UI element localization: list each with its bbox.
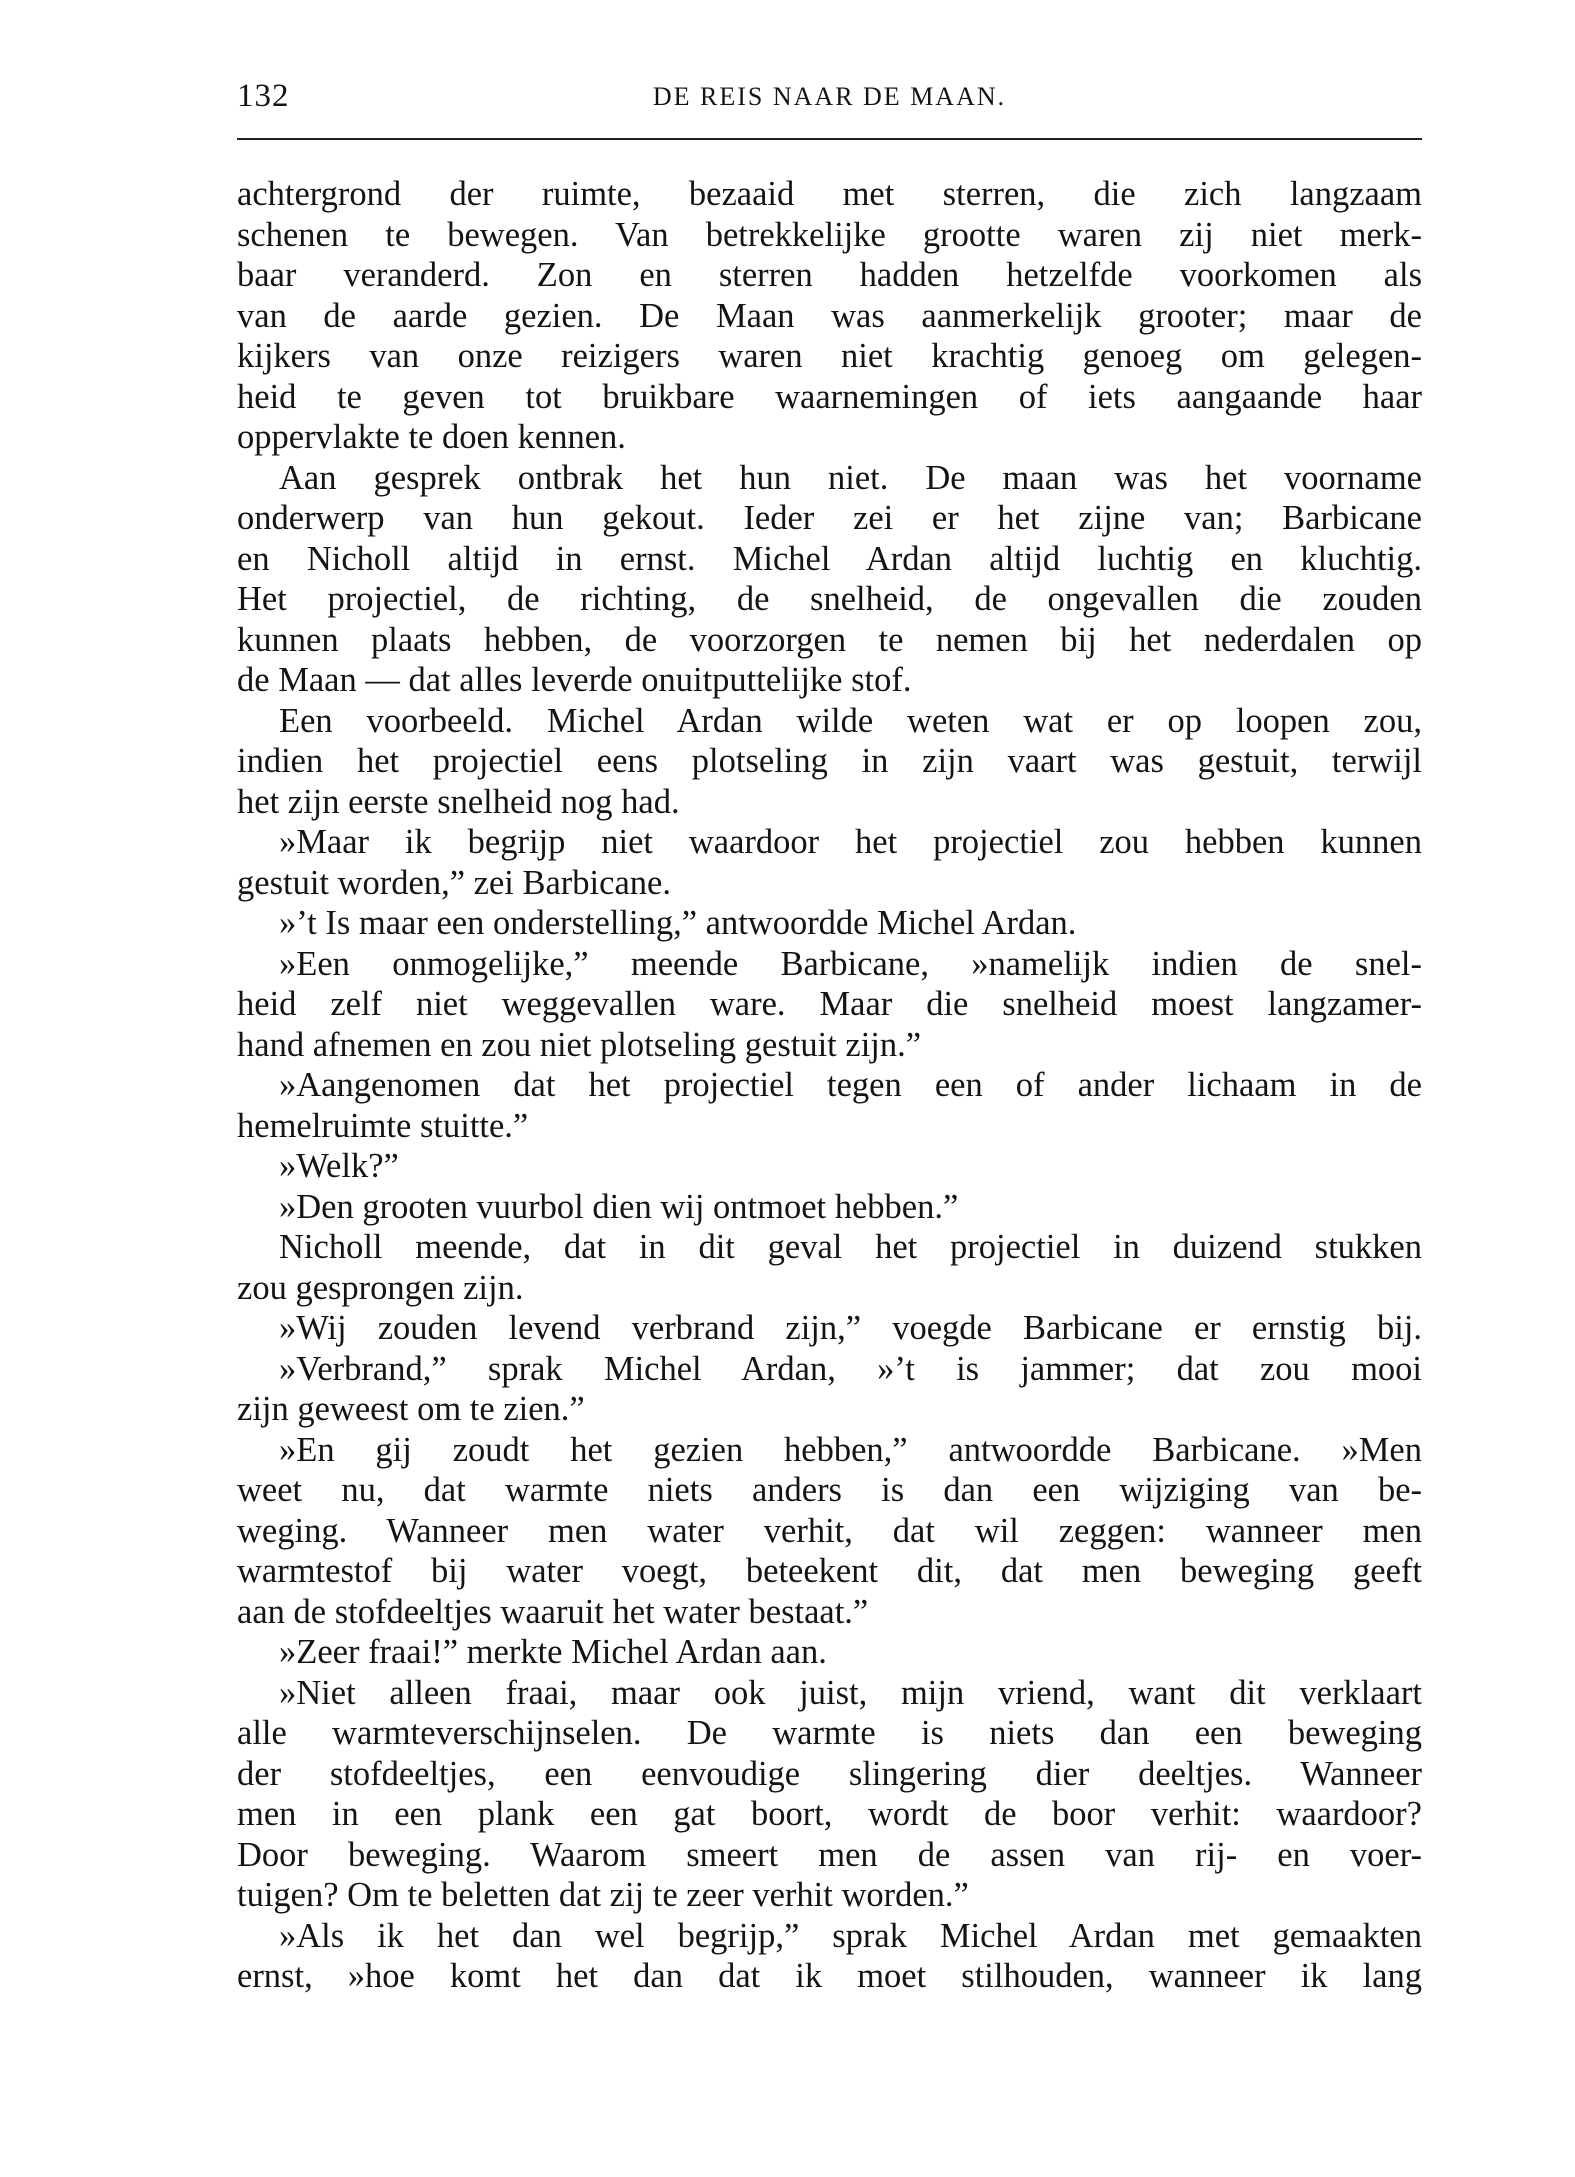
text-line: zijn geweest om te zien.”	[237, 1390, 585, 1428]
text-line: Een voorbeeld. Michel Ardan wilde weten wat er op loopen zou,	[279, 701, 1422, 740]
text-line: Nicholl meende, dat in dit geval het projectiel in duizend stukken	[279, 1228, 1422, 1266]
text-line: hemelruimte stuitte.”	[237, 1106, 529, 1145]
body-text	[237, 174, 1422, 1997]
text-line: hand afnemen en zou niet plotseling gestuit zijn.”	[237, 1025, 922, 1064]
text-line: »Als ik het dan wel begrijp,” sprak Michel Ardan met gemaakten	[279, 1916, 1422, 1955]
text-line: achtergrond der ruimte, bezaaid met sterren, die zich langzaam	[237, 175, 1422, 213]
text-line: oppervlakte te doen kennen.	[237, 418, 626, 456]
text-line: »Zeer fraai!” merkte Michel Ardan aan.	[279, 1633, 827, 1671]
running-title: DE REIS NAAR DE MAAN.	[652, 82, 1007, 111]
text-line: Door beweging. Waarom smeert men de assen van rij- en voer-	[237, 1835, 1422, 1874]
text-line: »Een onmogelijke,” meende Barbicane, »namelijk indien de snel-	[279, 944, 1422, 983]
text-line: »’t Is maar een onderstelling,” antwoordde Michel Ardan.	[279, 904, 1077, 942]
text-line: ernst, »hoe komt het dan dat ik moet stilhouden, wanneer ik lang	[237, 1957, 1422, 1995]
text-line: »Maar ik begrijp niet waardoor het projectiel zou hebben kunnen	[279, 823, 1422, 861]
text-line: heid zelf niet weggevallen ware. Maar die snelheid moest langzamer-	[237, 985, 1422, 1023]
text-line: aan de stofdeeltjes waaruit het water bestaat.”	[237, 1592, 869, 1631]
text-line: en Nicholl altijd in ernst. Michel Ardan altijd luchtig en kluchtig.	[237, 539, 1422, 578]
text-line: »Verbrand,” sprak Michel Ardan, »’t is jammer; dat zou mooi	[279, 1349, 1422, 1388]
text-line: »Wij zouden levend verbrand zijn,” voegde Barbicane er ernstig bij.	[279, 1309, 1422, 1347]
text-line: heid te geven tot bruikbare waarnemingen of iets aangaande haar	[237, 377, 1422, 416]
text-line: weging. Wanneer men water verhit, dat wil zeggen: wanneer men	[237, 1511, 1422, 1550]
text-line: alle warmteverschijnselen. De warmte is niets dan een beweging	[237, 1714, 1422, 1752]
text-line: »Den grooten vuurbol dien wij ontmoet hebben.”	[279, 1187, 959, 1226]
text-line: Aan gesprek ontbrak het hun niet. De maan was het voorname	[279, 458, 1422, 497]
text-line: gestuit worden,” zei Barbicane.	[237, 863, 671, 902]
text-line: kunnen plaats hebben, de voorzorgen te nemen bij het nederdalen op	[237, 620, 1422, 659]
running-head	[237, 78, 1422, 118]
text-line: de Maan — dat alles leverde onuitputtelijke stof.	[237, 661, 912, 699]
text-line: tuigen? Om te beletten dat zij te zeer verhit worden.”	[237, 1876, 969, 1914]
page-number: 132	[237, 78, 290, 114]
text-line: »En gij zoudt het gezien hebben,” antwoordde Barbicane. »Men	[279, 1430, 1422, 1469]
text-line: »Welk?”	[279, 1147, 399, 1185]
text-line: baar veranderd. Zon en sterren hadden hetzelfde voorkomen als	[237, 256, 1422, 294]
text-line: men in een plank een gat boort, wordt de boor verhit: waardoor?	[237, 1795, 1422, 1833]
text-line: onderwerp van hun gekout. Ieder zei er het zijne van; Barbicane	[237, 499, 1422, 537]
header-rule	[237, 138, 1422, 140]
text-line: Het projectiel, de richting, de snelheid, de ongevallen die zouden	[237, 580, 1422, 618]
text-line: kijkers van onze reizigers waren niet krachtig genoeg om gelegen-	[237, 337, 1422, 375]
text-line: warmtestof bij water voegt, beteekent dit, dat men beweging geeft	[237, 1552, 1422, 1590]
text-line: zou gesprongen zijn.	[237, 1268, 524, 1307]
text-line: van de aarde gezien. De Maan was aanmerkelijk grooter; maar de	[237, 296, 1422, 335]
text-line: der stofdeeltjes, een eenvoudige slingering dier deeltjes. Wanneer	[237, 1754, 1422, 1793]
text-line: »Aangenomen dat het projectiel tegen een of ander lichaam in de	[279, 1066, 1422, 1104]
text-line: weet nu, dat warmte niets anders is dan een wijziging van be-	[237, 1471, 1422, 1509]
text-line: het zijn eerste snelheid nog had.	[237, 782, 680, 821]
text-line: »Niet alleen fraai, maar ook juist, mijn vriend, want dit verklaart	[279, 1673, 1422, 1712]
text-line: indien het projectiel eens plotseling in zijn vaart was gestuit, terwijl	[237, 742, 1422, 780]
text-line: schenen te bewegen. Van betrekkelijke grootte waren zij niet merk-	[237, 215, 1422, 254]
